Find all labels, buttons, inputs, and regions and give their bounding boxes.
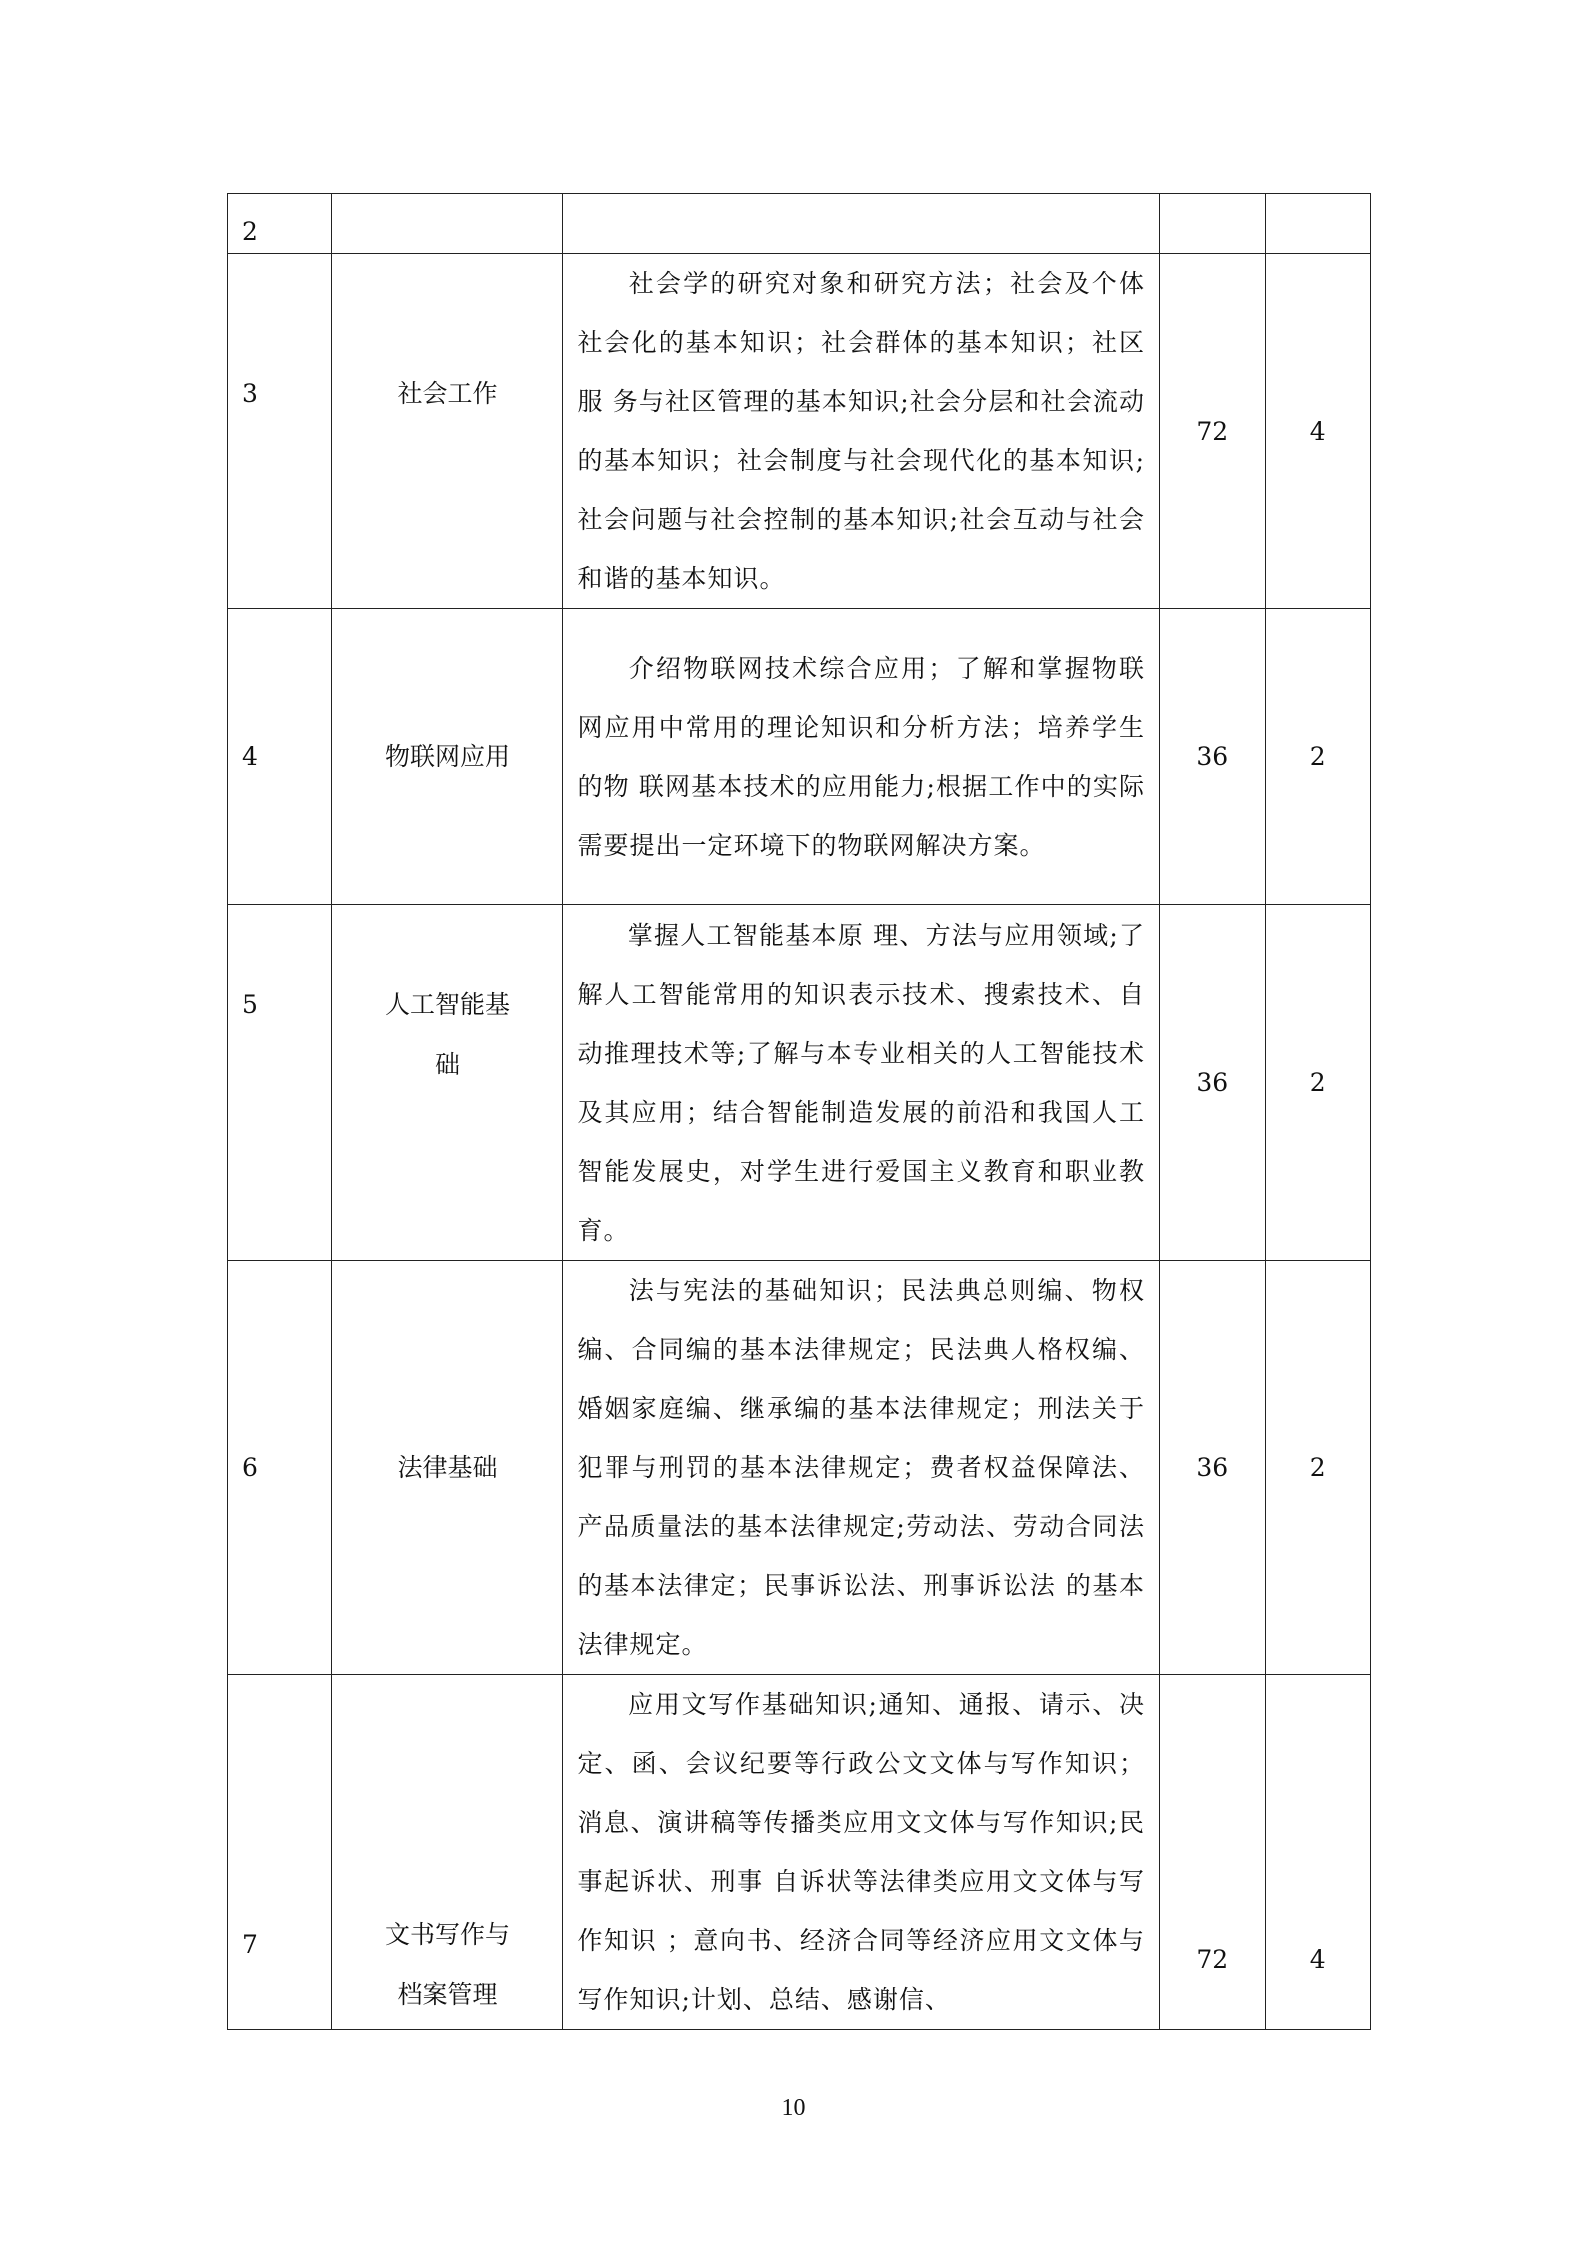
course-content: 法与宪法的基础知识；民法典总则编、物权编、合同编的基本法律规定；民法典人格权编、婚姻家庭编、继承编的基本法律规定；刑法关于犯罪与刑罚的基本法律规定；费者权益保障法、产品质量法的基本法律规定;劳动法、劳动合同法的基本法律定；民事诉讼法、刑事诉讼法 的基本法律规定。: [563, 1261, 1160, 1675]
course-hours: 36: [1160, 1261, 1265, 1675]
course-credits: 2: [1265, 905, 1370, 1261]
course-hours: [1160, 194, 1265, 254]
row-number: 3: [228, 254, 332, 609]
course-credits: 2: [1265, 609, 1370, 905]
course-hours: 72: [1160, 254, 1265, 609]
row-number: 2: [228, 194, 332, 254]
course-content: 掌握人工智能基本原 理、方法与应用领域;了解人工智能常用的知识表示技术、搜索技术、自动推理技术等;了解与本专业相关的人工智能技术及其应用；结合智能制造发展的前沿和我国人工智能发展史，对学生进行爱国主义教育和职业教育。: [563, 905, 1160, 1261]
row-number: 4: [228, 609, 332, 905]
row-number: 7: [228, 1675, 332, 2030]
table-row: [228, 609, 1371, 905]
course-credits: [1265, 194, 1370, 254]
course-credits: 2: [1265, 1261, 1370, 1675]
course-content: 介绍物联网技术综合应用；了解和掌握物联网应用中常用的理论知识和分析方法；培养学生的物 联网基本技术的应用能力;根据工作中的实际需要提出一定环境下的物联网解决方案。: [563, 609, 1160, 905]
row-number: 5: [228, 905, 332, 1261]
course-credits: 4: [1265, 254, 1370, 609]
course-name: 文书写作与档案管理: [332, 1675, 563, 2030]
course-hours: 36: [1160, 609, 1265, 905]
course-hours: 36: [1160, 905, 1265, 1261]
course-name: 物联网应用: [332, 609, 563, 905]
course-hours: 72: [1160, 1675, 1265, 2030]
course-content: 社会学的研究对象和研究方法；社会及个体社会化的基本知识；社会群体的基本知识；社区服 务与社区管理的基本知识;社会分层和社会流动的基本知识；社会制度与社会现代化的基本知识;社会问题与社会控制的基本知识;社会互动与社会和谐的基本知识。: [563, 254, 1160, 609]
course-name: [332, 194, 563, 254]
table-row: [228, 194, 1371, 254]
table-row: [228, 254, 1371, 609]
course-name: 人工智能基础: [332, 905, 563, 1261]
table-row: [228, 1261, 1371, 1675]
course-table: [227, 193, 1371, 2030]
course-name: 法律基础: [332, 1261, 563, 1675]
page-number: 10: [781, 2095, 806, 2121]
course-name: 社会工作: [332, 254, 563, 609]
table-row: [228, 1675, 1371, 2030]
course-credits: 4: [1265, 1675, 1370, 2030]
course-content: 应用文写作基础知识;通知、通报、请示、决定、函、会议纪要等行政公文文体与写作知识；消息、演讲稿等传播类应用文文体与写作知识;民事起诉状、刑事 自诉状等法律类应用文文体与写作知识 ；意向书、经济合同等经济应用文文体与写作知识;计划、总结、感谢信、: [563, 1675, 1160, 2030]
table-row: [228, 905, 1371, 1261]
row-number: 6: [228, 1261, 332, 1675]
course-content: [563, 194, 1160, 254]
